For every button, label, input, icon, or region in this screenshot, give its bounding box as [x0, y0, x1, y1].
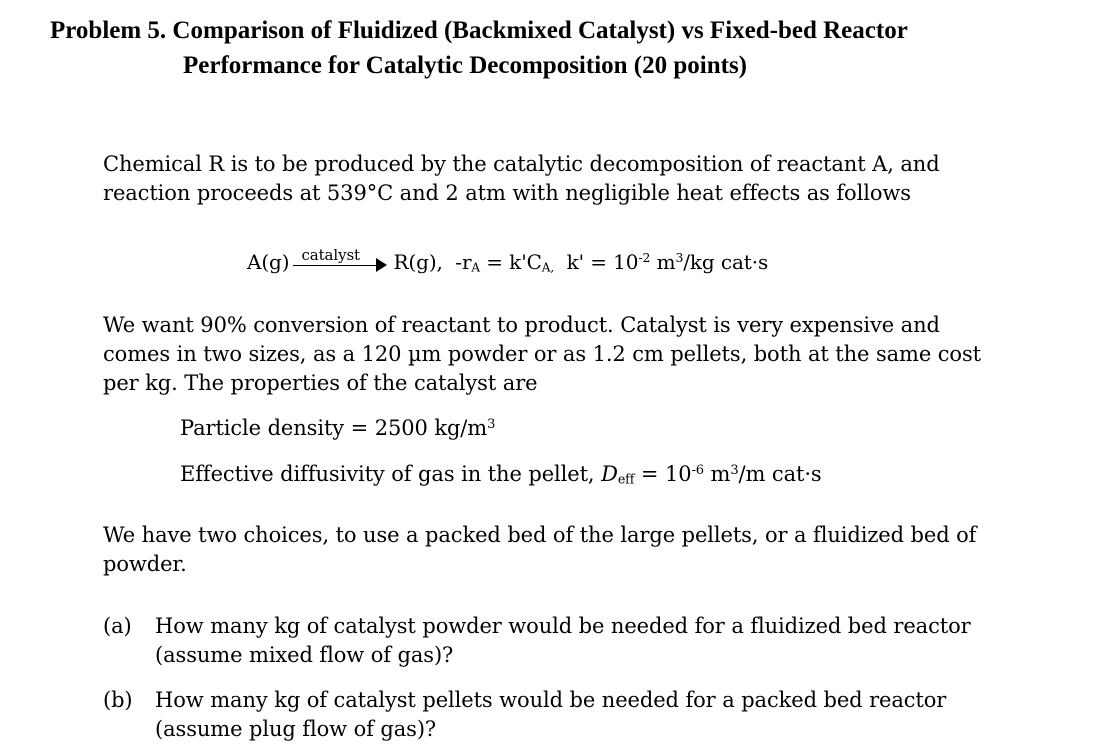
- question-b-body: [155, 686, 946, 744]
- question-b-line-2: (assume plug flow of gas)?: [155, 717, 437, 741]
- k-definition: k' = 10: [566, 250, 639, 274]
- problem-title-line-2: Performance for Catalytic Decomposition (20 points): [183, 52, 748, 79]
- density-text: Particle density = 2500 kg/m: [180, 416, 488, 440]
- choices-paragraph: [103, 521, 976, 579]
- question-b: [103, 686, 946, 744]
- question-a-body: [155, 612, 971, 670]
- intro-line-2: reaction proceeds at 539°C and 2 atm with negligible heat effects as follows: [103, 181, 911, 205]
- choices-line-1: We have two choices, to use a packed bed of the large pellets, or a fluidized bed of: [103, 523, 977, 547]
- k-units-b: /kg cat·s: [683, 250, 769, 274]
- diffusivity-subscript: eff: [617, 471, 635, 487]
- conversion-line-1: We want 90% conversion of reactant to product. Catalyst is very expensive and: [103, 313, 940, 337]
- diffusivity-equals: = 10: [634, 462, 692, 486]
- diffusivity-units-a: m: [703, 462, 731, 486]
- arrow-head-icon: [376, 258, 387, 272]
- k-units-exponent: 3: [675, 250, 684, 266]
- choices-line-2: powder.: [103, 552, 187, 576]
- problem-title-line-1: Problem 5. Comparison of Fluidized (Backmixed Catalyst) vs Fixed-bed Reactor: [50, 17, 908, 44]
- arrow-label: catalyst: [301, 246, 360, 264]
- question-a: [103, 612, 971, 670]
- intro-line-1: Chemical R is to be produced by the catalytic decomposition of reactant A, and: [103, 152, 940, 176]
- diffusivity-units-b: /m cat·s: [738, 462, 822, 486]
- conversion-paragraph: [103, 311, 981, 398]
- diffusivity-text: Effective diffusivity of gas in the pellet,: [180, 462, 602, 486]
- diffusivity-symbol: D: [601, 462, 618, 486]
- k-exponent: -2: [638, 250, 651, 266]
- reaction-equation: [247, 248, 768, 277]
- particle-density: [180, 414, 495, 443]
- conc-subscript: A,: [541, 260, 555, 275]
- diffusivity-exponent: -6: [691, 462, 704, 478]
- question-a-label: (a): [103, 614, 132, 638]
- reaction-arrow: [293, 246, 387, 271]
- rate-subscript: A: [471, 260, 480, 275]
- product: R(g),: [393, 250, 443, 274]
- question-b-line-1: How many kg of catalyst pellets would be needed for a packed bed reactor: [155, 688, 947, 712]
- diffusivity-units-exponent: 3: [730, 462, 739, 478]
- rate-lhs: -r: [455, 250, 472, 274]
- effective-diffusivity: [180, 460, 822, 489]
- question-a-line-1: How many kg of catalyst powder would be needed for a fluidized bed reactor: [155, 614, 971, 638]
- conversion-line-2: comes in two sizes, as a 120 µm powder or as 1.2 cm pellets, both at the same cost: [103, 342, 981, 366]
- question-a-line-2: (assume mixed flow of gas)?: [155, 643, 454, 667]
- conversion-line-3: per kg. The properties of the catalyst are: [103, 371, 538, 395]
- intro-paragraph: [103, 150, 940, 208]
- rate-expression: = k'C: [480, 250, 542, 274]
- arrow-line: [293, 265, 379, 266]
- density-exponent: 3: [487, 416, 496, 432]
- reactant: A(g): [247, 250, 290, 274]
- k-units-a: m: [650, 250, 676, 274]
- question-b-label: (b): [103, 688, 133, 712]
